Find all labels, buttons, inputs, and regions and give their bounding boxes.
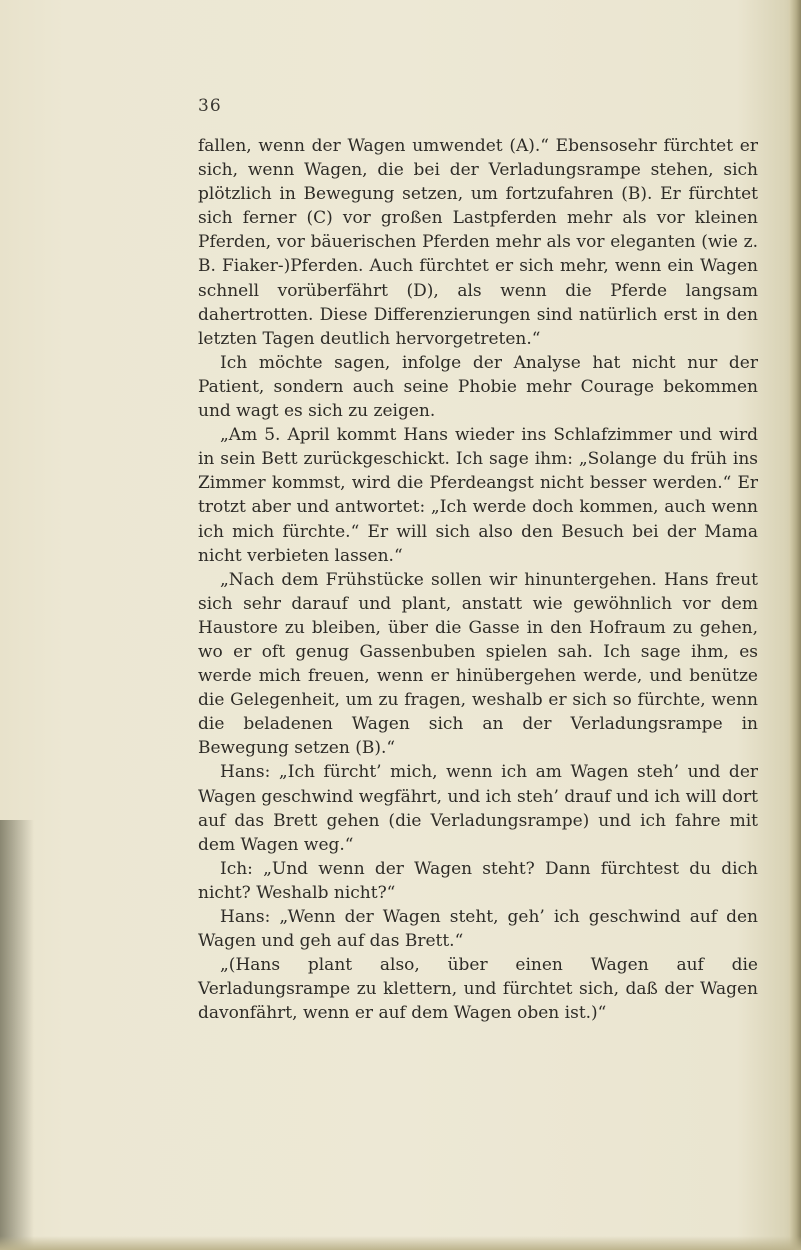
paragraph-8: „(Hans plant also, über einen Wagen auf die Verladungsrampe zu klettern, und fürchtet sich, daß der Wagen davonfährt, wenn er auf dem Wagen oben ist.)“ <box>198 955 758 1024</box>
paragraph-3: „Am 5. April kommt Hans wieder ins Schlafzimmer und wird in sein Bett zurückgeschickt. Ich sage ihm: „Solange du früh ins Zimmer kommst, wird die Pferdeangst nicht besser werden.“ Er trotzt aber und antwortet: „Ich werde doch kommen, auch wenn ich mich fürchte.“ Er will sich also den Besuch bei der Mama nicht verbieten lassen.“ <box>198 425 758 566</box>
binding-shadow <box>0 820 34 1250</box>
page-edge-right <box>789 0 801 1250</box>
paragraph-5: Hans: „Ich fürcht’ mich, wenn ich am Wagen steh’ und der Wagen geschwind wegfährt, und ich steh’ drauf und ich will dort auf das Brett gehen (die Verladungsrampe) und ich fahre mit dem Wagen weg.“ <box>198 762 758 855</box>
paragraph-4: „Nach dem Frühstücke sollen wir hinuntergehen. Hans freut sich sehr darauf und plant, anstatt wie gewöhnlich vor dem Haustore zu bleiben, über die Gasse in den Hofraum zu gehen, wo er oft genug Gassenbuben spielen sah. Ich sage ihm, es werde mich freuen, wenn er hinübergehen werde, und benütze die Gelegenheit, um zu fragen, weshalb er sich so fürchte, wenn die beladenen Wagen sich an der Verladungsrampe in Bewegung setzen (B).“ <box>198 569 758 759</box>
paragraph-7: Hans: „Wenn der Wagen steht, geh’ ich geschwind auf den Wagen und geh auf das Brett.“ <box>198 907 758 952</box>
body-text <box>198 134 758 1025</box>
page-edge-bottom <box>0 1236 801 1250</box>
paragraph-6: Ich: „Und wenn der Wagen steht? Dann fürchtest du dich nicht? Weshalb nicht?“ <box>198 858 758 903</box>
paragraph-2: Ich möchte sagen, infolge der Analyse hat nicht nur der Patient, sondern auch seine Phobie mehr Courage bekommen und wagt es sich zu zeigen. <box>198 352 758 422</box>
paragraph-1: fallen, wenn der Wagen umwendet (A).“ Ebensosehr fürchtet er sich, wenn Wagen, die bei der Verladungsrampe stehen, sich plötzlich in Bewegung setzen, um fortzufahren (B). Er fürchtet sich ferner (C) vor großen Lastpferden mehr als vor kleinen Pferden, vor bäuerischen Pferden mehr als vor eleganten (wie z. B. Fiaker-)Pferden. Auch fürchtet er sich mehr, wenn ein Wagen schnell vorüberfährt (D), als wenn die Pferde langsam dahertrotten. Diese Differenzierungen sind natürlich erst in den letzten Tagen deutlich hervorgetreten.“ <box>198 136 758 349</box>
page-number: 36 <box>198 96 222 116</box>
